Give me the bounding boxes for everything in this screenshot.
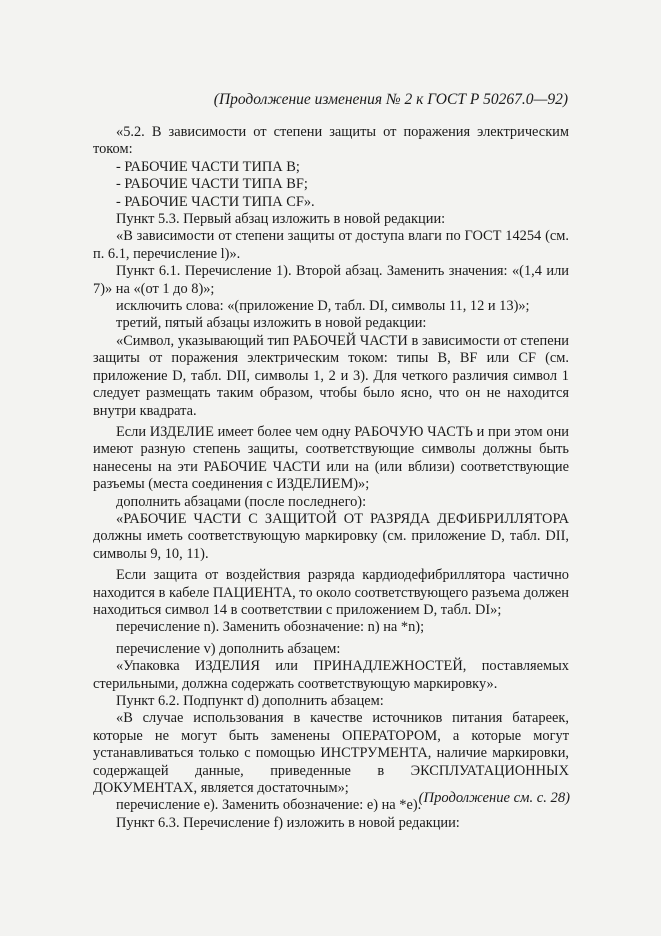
paragraph: исключить слова: «(приложение D, табл. DI, символы 11, 12 и 13)»; — [116, 298, 530, 315]
paragraph: - РАБОЧИЕ ЧАСТИ ТИПА BF; — [116, 176, 308, 193]
paragraph: перечисление n). Заменить обозначение: n) на *n); — [116, 619, 425, 636]
paragraph: Пункт 6.2. Подпункт d) дополнить абзацем: — [116, 693, 384, 709]
paragraph: Если защита от воздействия разряда кардиодефибриллятора частично находится в кабеле ПАЦИЕНТА, то около соответствующего разъема должен находиться символ 14 в соответствии с приложением D, табл. DI»; — [93, 567, 569, 618]
document-body — [93, 124, 569, 832]
paragraph: Если ИЗДЕЛИЕ имеет более чем одну РАБОЧУЮ ЧАСТЬ и при этом они имеют разную степень защиты, соответствующие символы должны быть нанесены на эти РАБОЧИЕ ЧАСТИ или на (или вблизи) соответствующие разъемы (места соединения с ИЗДЕЛИЕМ)»; — [93, 423, 569, 493]
paragraph: «РАБОЧИЕ ЧАСТИ С ЗАЩИТОЙ ОТ РАЗРЯДА ДЕФИБРИЛЛЯТОРА должны иметь соответствующую маркировку (см. приложение D, табл. DII, символы 9, 10, 11). — [93, 510, 569, 562]
paragraph: дополнить абзацами (после последнего): — [116, 493, 367, 510]
continuation-note: (Продолжение см. с. 28) — [418, 790, 570, 806]
paragraph: перечисление v) дополнить абзацем: — [116, 640, 341, 657]
paragraph: - РАБОЧИЕ ЧАСТИ ТИПА В; — [116, 158, 300, 175]
paragraph: «В случае использования в качестве источников питания батареек, которые не могут быть заменены ОПЕРАТОРОМ, а которые могут устанавливаться только с помощью ИНСТРУМЕНТА, наличие маркировки, содержащей данные, приведенные в ЭКСПЛУАТАЦИОННЫХ ДОКУМЕНТАХ, является достаточным»; — [93, 710, 569, 797]
paragraph: Пункт 6.1. Перечисление 1). Второй абзац. Заменить значения: «(1,4 или 7)» на «(от 1 до 8)»; — [93, 263, 569, 297]
paragraph: - РАБОЧИЕ ЧАСТИ ТИПА CF». — [116, 193, 315, 210]
paragraph: «В зависимости от степени защиты от доступа влаги по ГОСТ 14254 (см. п. 6.1, перечисление l)». — [93, 228, 569, 262]
paragraph: Пункт 6.3. Перечисление f) изложить в новой редакции: — [116, 814, 460, 831]
page-header: (Продолжение изменения № 2 к ГОСТ Р 50267.0—92) — [213, 91, 568, 108]
paragraph: «5.2. В зависимости от степени защиты от поражения электрическим током: — [93, 124, 569, 158]
paragraph: «Символ, указывающий тип РАБОЧЕЙ ЧАСТИ в зависимости от степени защиты от поражения электрическим током: типы В, BF или CF (см. приложение D, табл. DII, символы 1, 2 и 3). Для четкого различия символ 1 следует размещать таким образом, чтобы было ясно, что он не находится внутри квадрата. — [93, 332, 569, 419]
paragraph: перечисление е). Заменить обозначение: е) на *е). — [116, 797, 422, 814]
paragraph: «Упаковка ИЗДЕЛИЯ или ПРИНАДЛЕЖНОСТЕЙ, поставляемых стерильными, должна содержать соответствующую маркировку». — [93, 658, 569, 692]
paragraph: третий, пятый абзацы изложить в новой редакции: — [116, 315, 427, 332]
paragraph: Пункт 5.3. Первый абзац изложить в новой редакции: — [116, 211, 446, 228]
